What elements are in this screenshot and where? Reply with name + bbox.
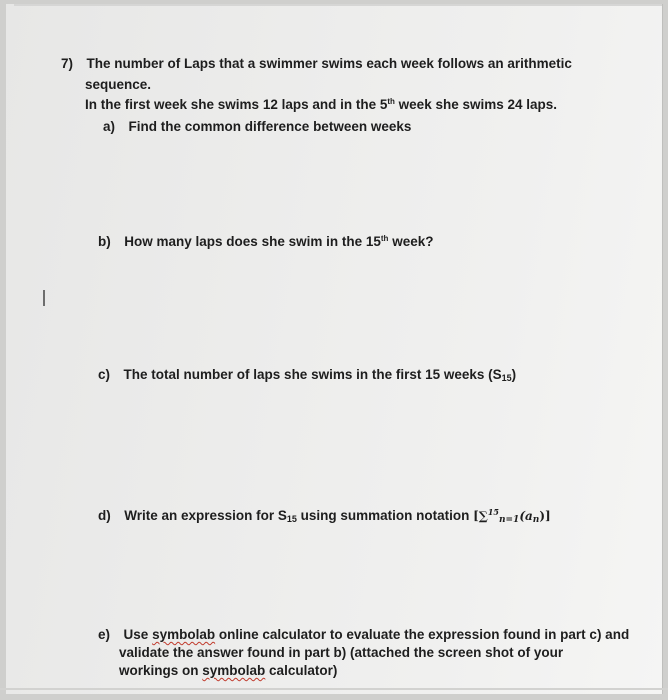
part-b: b) How many laps does she swim in the 15th week?	[98, 234, 434, 249]
part-e-label: e)	[98, 627, 111, 642]
symbolab-word: symbolab	[202, 663, 266, 678]
question-line-3: In the first week she swims 12 laps and in the 5th week she swims 24 laps.	[85, 97, 558, 112]
bottom-divider	[0, 688, 668, 690]
question-line-1	[61, 55, 572, 72]
part-d: d) Write an expression for $S_{15}$ using summation notation $[\sum^{15}_{n=1}(a_n)]$	[98, 507, 551, 525]
question-intro-1: The number of Laps that a swimmer swims each week follows an arithmetic	[86, 56, 572, 71]
part-c: c) The total number of laps she swims in the first 15 weeks $(S_{15})$	[98, 367, 517, 383]
worksheet-page	[6, 4, 663, 694]
part-e-line-2: validate the answer found in part b) (attached the screen shot of your	[119, 645, 564, 660]
part-a-label: a)	[103, 119, 116, 134]
part-b-label: b)	[98, 234, 111, 249]
summation-notation: $[\sum^{15}_{n=1}(a_n)]$	[473, 507, 551, 525]
symbolab-word: symbolab	[152, 627, 216, 642]
part-d-label: d)	[98, 508, 111, 523]
question-line-2: sequence.	[85, 77, 152, 92]
part-a-text: Find the common difference between weeks	[128, 119, 412, 134]
text-cursor	[43, 290, 45, 306]
question-number: 7)	[61, 56, 74, 71]
part-a	[103, 118, 411, 135]
part-e-line-3: workings on symbolab calculator)	[119, 663, 338, 678]
top-divider	[14, 4, 662, 6]
part-e-line-1: e) Use symbolab online calculator to evaluate the expression found in part c) and	[98, 627, 630, 642]
part-c-label: c)	[98, 367, 111, 382]
